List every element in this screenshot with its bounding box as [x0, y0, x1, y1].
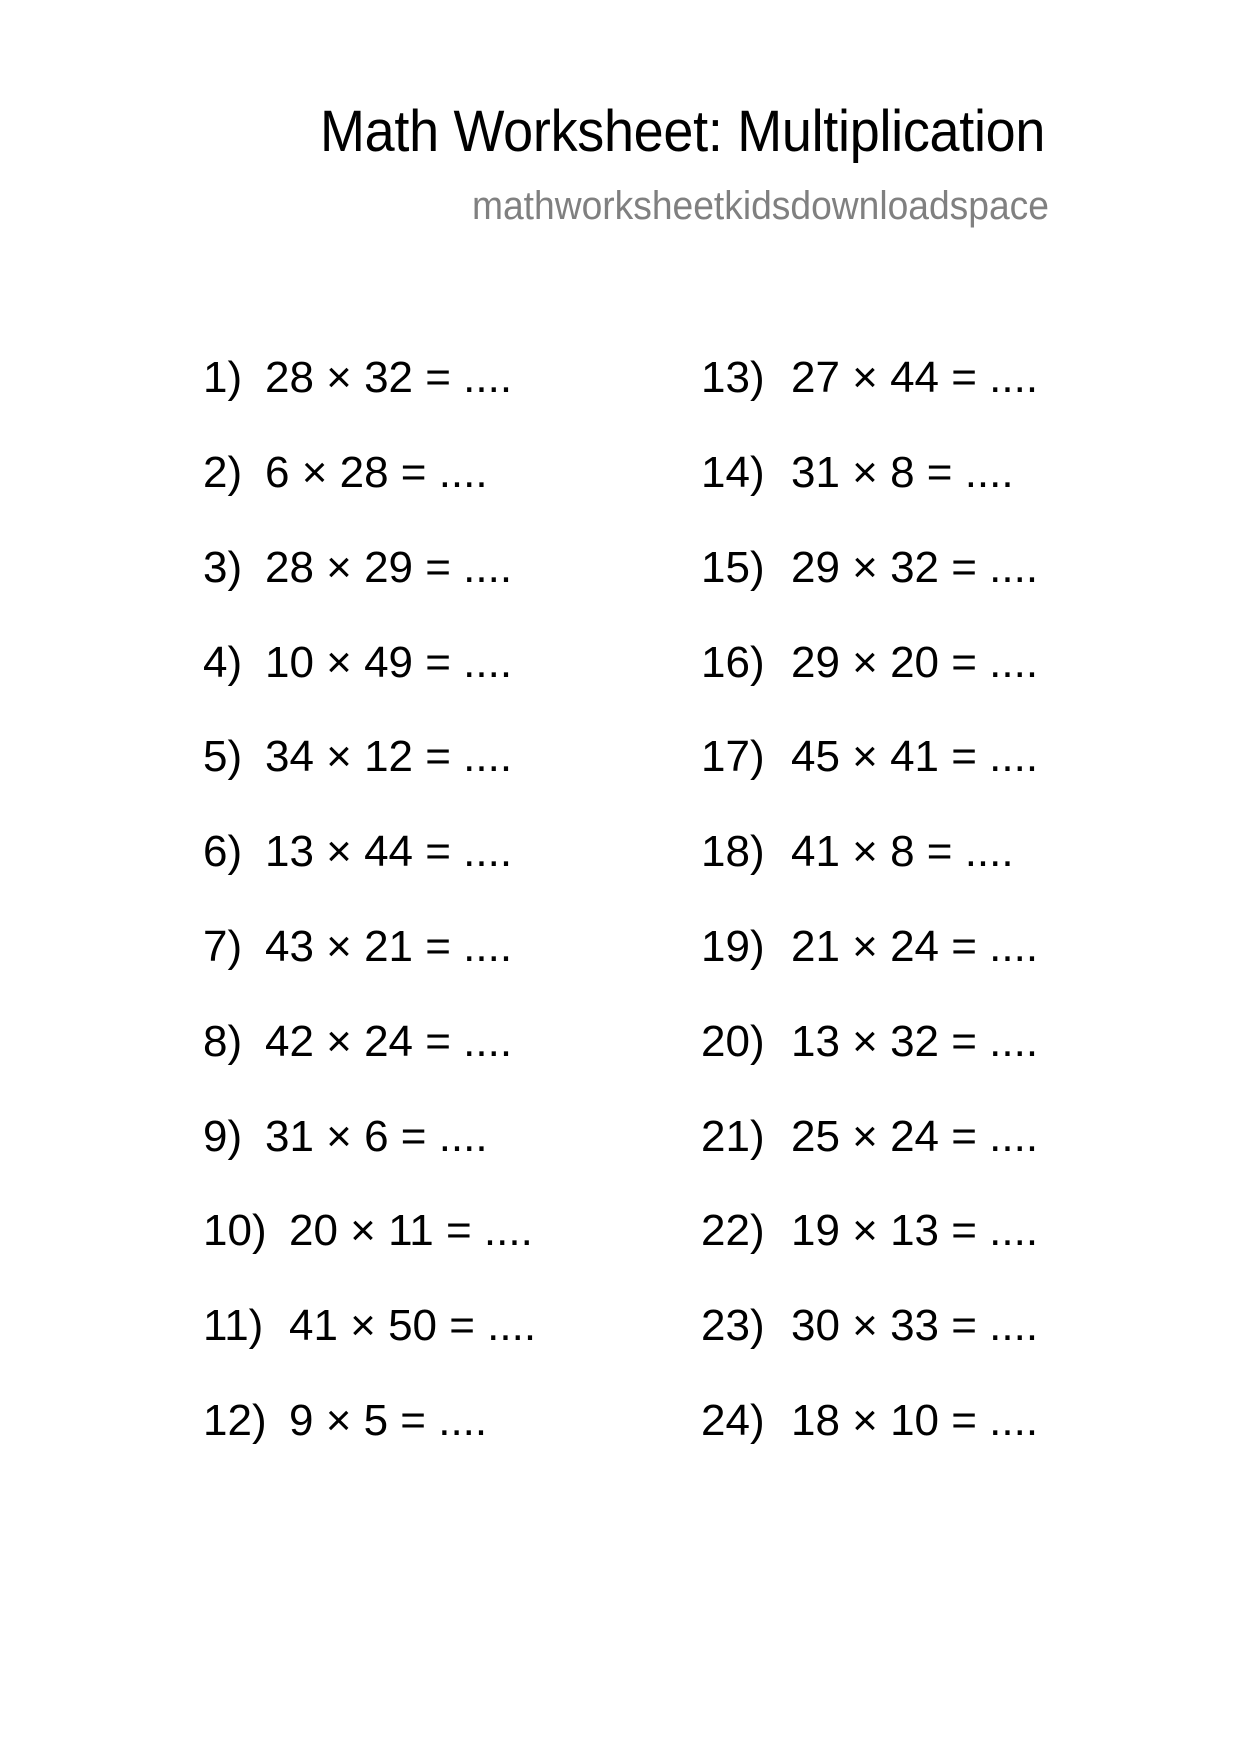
- problem-item: [203, 448, 488, 498]
- problem-expression: 19 × 13 = ....: [791, 1206, 1039, 1255]
- problem-number: 16): [701, 638, 765, 687]
- problem-number: 6): [203, 827, 243, 876]
- problem-expression: 13 × 32 = ....: [791, 1017, 1039, 1066]
- problem-expression: 9 × 5 = ....: [289, 1396, 488, 1445]
- problem-item: [701, 1017, 1038, 1067]
- problem-item: [701, 732, 1038, 782]
- problem-item: [701, 638, 1038, 688]
- problem-number: 2): [203, 448, 243, 497]
- problem-item: [203, 922, 512, 972]
- problem-number: 23): [701, 1301, 765, 1350]
- problem-number: 3): [203, 543, 243, 592]
- problem-item: [203, 543, 512, 593]
- problem-expression: 28 × 32 = ....: [265, 353, 513, 402]
- problem-expression: 18 × 10 = ....: [791, 1396, 1039, 1445]
- problem-expression: 41 × 8 = ....: [791, 827, 1014, 876]
- problem-number: 12): [203, 1396, 267, 1445]
- problem-expression: 43 × 21 = ....: [265, 922, 513, 971]
- problem-expression: 45 × 41 = ....: [791, 732, 1039, 781]
- problem-item: [203, 1112, 488, 1162]
- problem-expression: 6 × 28 = ....: [265, 448, 488, 497]
- problem-expression: 21 × 24 = ....: [791, 922, 1039, 971]
- problem-item: [701, 353, 1038, 403]
- problem-expression: 27 × 44 = ....: [791, 353, 1039, 402]
- problem-item: [701, 448, 1014, 498]
- problem-item: [203, 638, 512, 688]
- problem-number: 9): [203, 1112, 243, 1161]
- problem-number: 14): [701, 448, 765, 497]
- problem-item: [203, 1017, 512, 1067]
- problem-expression: 28 × 29 = ....: [265, 543, 513, 592]
- problem-number: 24): [701, 1396, 765, 1445]
- problem-number: 11): [203, 1301, 264, 1350]
- problem-item: [203, 1206, 533, 1256]
- problem-item: [701, 543, 1038, 593]
- problem-item: [701, 1396, 1038, 1446]
- problem-number: 19): [701, 922, 765, 971]
- problem-item: [203, 353, 512, 403]
- problem-item: [203, 732, 512, 782]
- problem-number: 8): [203, 1017, 243, 1066]
- problem-expression: 30 × 33 = ....: [791, 1301, 1039, 1350]
- problem-expression: 31 × 6 = ....: [265, 1112, 488, 1161]
- problem-expression: 10 × 49 = ....: [265, 638, 513, 687]
- problem-item: [701, 1206, 1038, 1256]
- problem-number: 13): [701, 353, 765, 402]
- problem-item: [701, 827, 1014, 877]
- problem-expression: 42 × 24 = ....: [265, 1017, 513, 1066]
- problem-item: [203, 827, 512, 877]
- problem-expression: 29 × 20 = ....: [791, 638, 1039, 687]
- worksheet-title: Math Worksheet: Multiplication: [320, 99, 1046, 164]
- problem-number: 18): [701, 827, 765, 876]
- problem-number: 21): [701, 1112, 765, 1161]
- problem-item: [701, 1112, 1038, 1162]
- problem-number: 1): [203, 353, 243, 402]
- problem-number: 17): [701, 732, 765, 781]
- problem-item: [701, 922, 1038, 972]
- problem-expression: 29 × 32 = ....: [791, 543, 1039, 592]
- problem-expression: 41 × 50 = ....: [289, 1301, 537, 1350]
- problem-expression: 13 × 44 = ....: [265, 827, 513, 876]
- problem-expression: 25 × 24 = ....: [791, 1112, 1039, 1161]
- problem-item: [203, 1301, 536, 1351]
- problem-item: [701, 1301, 1038, 1351]
- problem-expression: 31 × 8 = ....: [791, 448, 1014, 497]
- problem-expression: 34 × 12 = ....: [265, 732, 513, 781]
- problem-number: 7): [203, 922, 243, 971]
- problem-number: 4): [203, 638, 243, 687]
- problem-number: 10): [203, 1206, 267, 1255]
- problem-number: 5): [203, 732, 243, 781]
- problem-number: 15): [701, 543, 765, 592]
- problem-number: 20): [701, 1017, 765, 1066]
- problem-expression: 20 × 11 = ....: [289, 1206, 533, 1255]
- problem-item: [203, 1396, 487, 1446]
- worksheet-source: mathworksheetkidsdownloadspace: [472, 184, 1049, 228]
- problem-number: 22): [701, 1206, 765, 1255]
